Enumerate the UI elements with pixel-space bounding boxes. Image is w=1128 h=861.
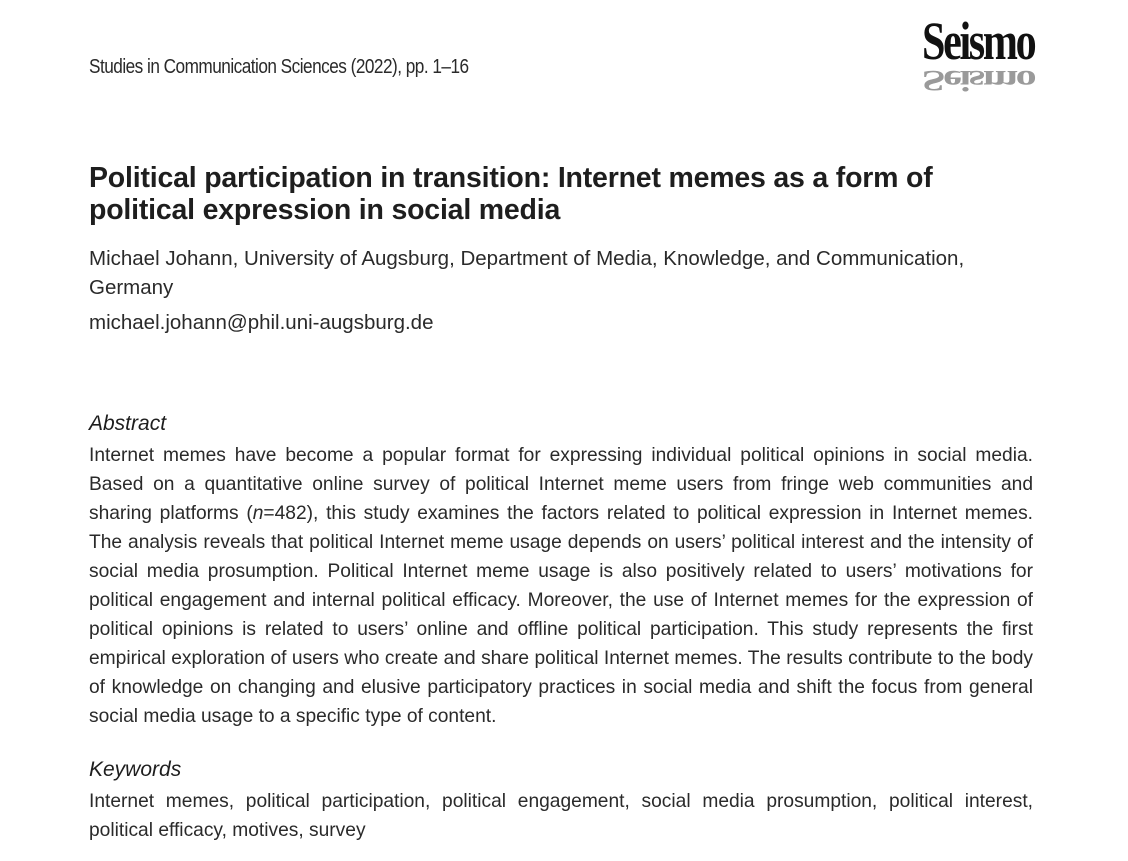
abstract-heading: Abstract <box>89 412 167 435</box>
author-email: michael.johann@phil.uni-augsburg.de <box>89 311 434 334</box>
keywords-text: Internet memes, political participation, political engagement, social media prosumption, political interest, political efficacy, motives, survey <box>89 791 1033 841</box>
logo-wordmark: Seismo <box>922 11 1035 71</box>
logo-reflection: Seismo <box>922 64 1035 98</box>
author-affiliation: Michael Johann, University of Augsburg, Department of Media, Knowledge, and Communication, Germany <box>89 247 965 299</box>
abstract-text: Internet memes have become a popular format for expressing individual political opinions in social media. Based on a quantitative online survey of political Internet meme users from fringe web communities and sharing platforms (n=482), this study examines the factors related to political expression in Internet memes. The analysis reveals that political Internet meme usage depends on users’ political interest and the intensity of social media prosumption. Political Internet meme usage is also positively related to users’ motivations for political engagement and internal political efficacy. Moreover, the use of Internet memes for the expression of political opinions is related to users’ online and offline political participation. This study represents the first empirical exploration of users who create and share political Internet memes. The results contribute to the body of knowledge on changing and elusive participatory practices in social media and shift the focus from general social media usage to a specific type of content. <box>89 445 1034 727</box>
sample-size-symbol: n <box>252 503 264 524</box>
seismo-logo <box>922 11 1038 112</box>
keywords-heading: Keywords <box>89 758 182 781</box>
journal-citation: Studies in Communication Sciences (2022), pp. 1–16 <box>89 56 469 78</box>
article-title: Political participation in transition: Internet memes as a form of political expression in social media <box>89 162 933 226</box>
